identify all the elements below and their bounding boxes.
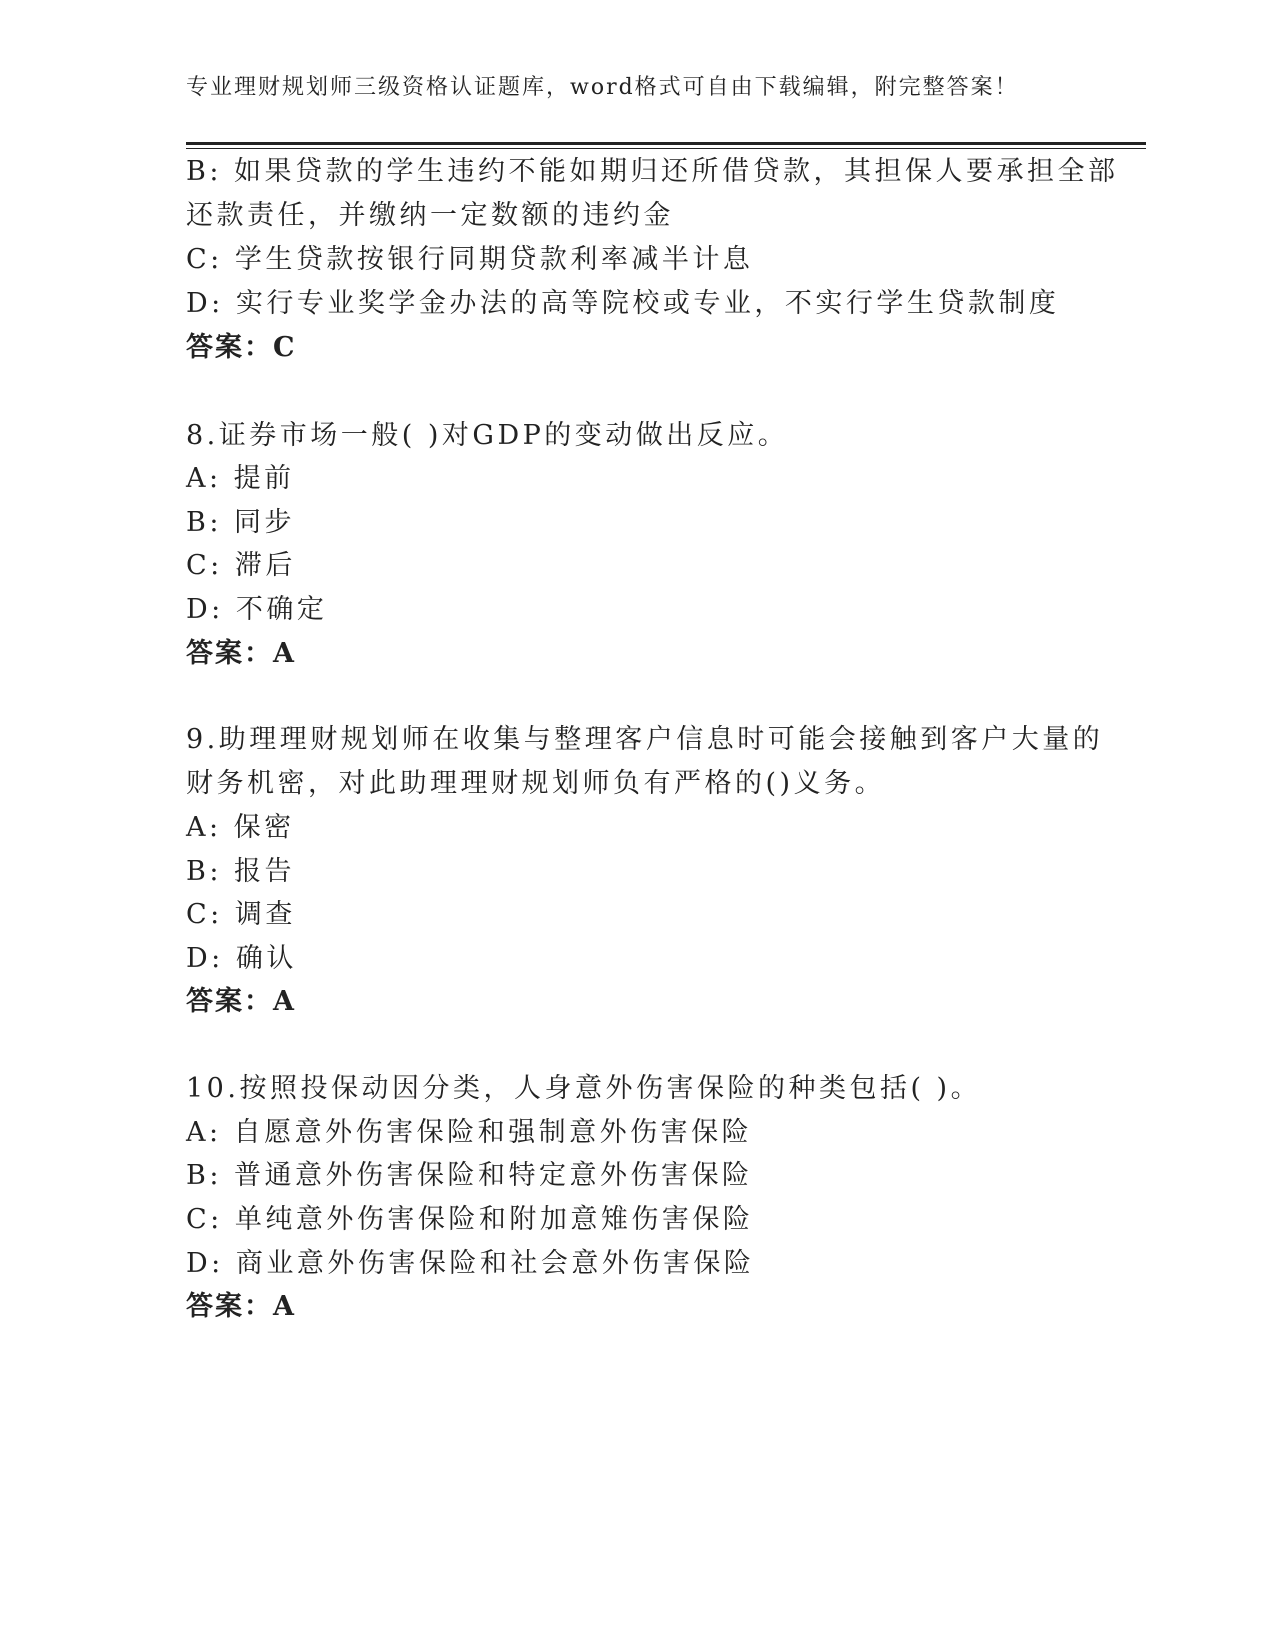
q9-option-a: A: 保密	[186, 812, 295, 843]
q7-option-c: C: 学生贷款按银行同期贷款利率减半计息	[186, 244, 754, 275]
page-header: 专业理财规划师三级资格认证题库，word格式可自由下载编辑，附完整答案！	[186, 75, 1019, 100]
q9-stem-line1: 9.助理理财规划师在收集与整理客户信息时可能会接触到客户大量的	[186, 724, 1104, 755]
q9-option-d: D: 确认	[186, 943, 297, 974]
q8-option-c: C: 滞后	[186, 550, 296, 581]
q8-stem: 8.证券市场一般( )对GDP的变动做出反应。	[186, 420, 789, 451]
q8-answer: 答案：A	[186, 638, 296, 669]
q7-option-d: D: 实行专业奖学金办法的高等院校或专业，不实行学生贷款制度	[186, 288, 1060, 319]
q9-option-b: B: 报告	[186, 856, 296, 887]
q9-answer: 答案：A	[186, 986, 296, 1017]
q10-option-c: C: 单纯意外伤害保险和附加意雉伤害保险	[186, 1204, 754, 1235]
q10-option-d: D: 商业意外伤害保险和社会意外伤害保险	[186, 1248, 755, 1279]
q10-option-a: A: 自愿意外伤害保险和强制意外伤害保险	[186, 1117, 753, 1148]
q8-option-a: A: 提前	[186, 463, 295, 494]
q8-option-d: D: 不确定	[186, 594, 328, 625]
q10-option-b: B: 普通意外伤害保险和特定意外伤害保险	[186, 1160, 753, 1191]
q8-option-b: B: 同步	[186, 507, 296, 538]
q9-option-c: C: 调查	[186, 899, 296, 930]
q9-stem-line2: 财务机密，对此助理理财规划师负有严格的()义务。	[186, 768, 886, 799]
header-rule-thin	[186, 148, 1146, 149]
q10-stem: 10.按照投保动因分类，人身意外伤害保险的种类包括( )。	[186, 1073, 982, 1104]
q7-answer: 答案：C	[186, 332, 297, 363]
header-rule-thick	[186, 142, 1146, 145]
q7-option-b-line1: B: 如果贷款的学生违约不能如期归还所借贷款，其担保人要承担全部	[186, 156, 1119, 187]
q7-option-b-line2: 还款责任，并缴纳一定数额的违约金	[186, 200, 674, 231]
q10-answer: 答案：A	[186, 1291, 296, 1322]
